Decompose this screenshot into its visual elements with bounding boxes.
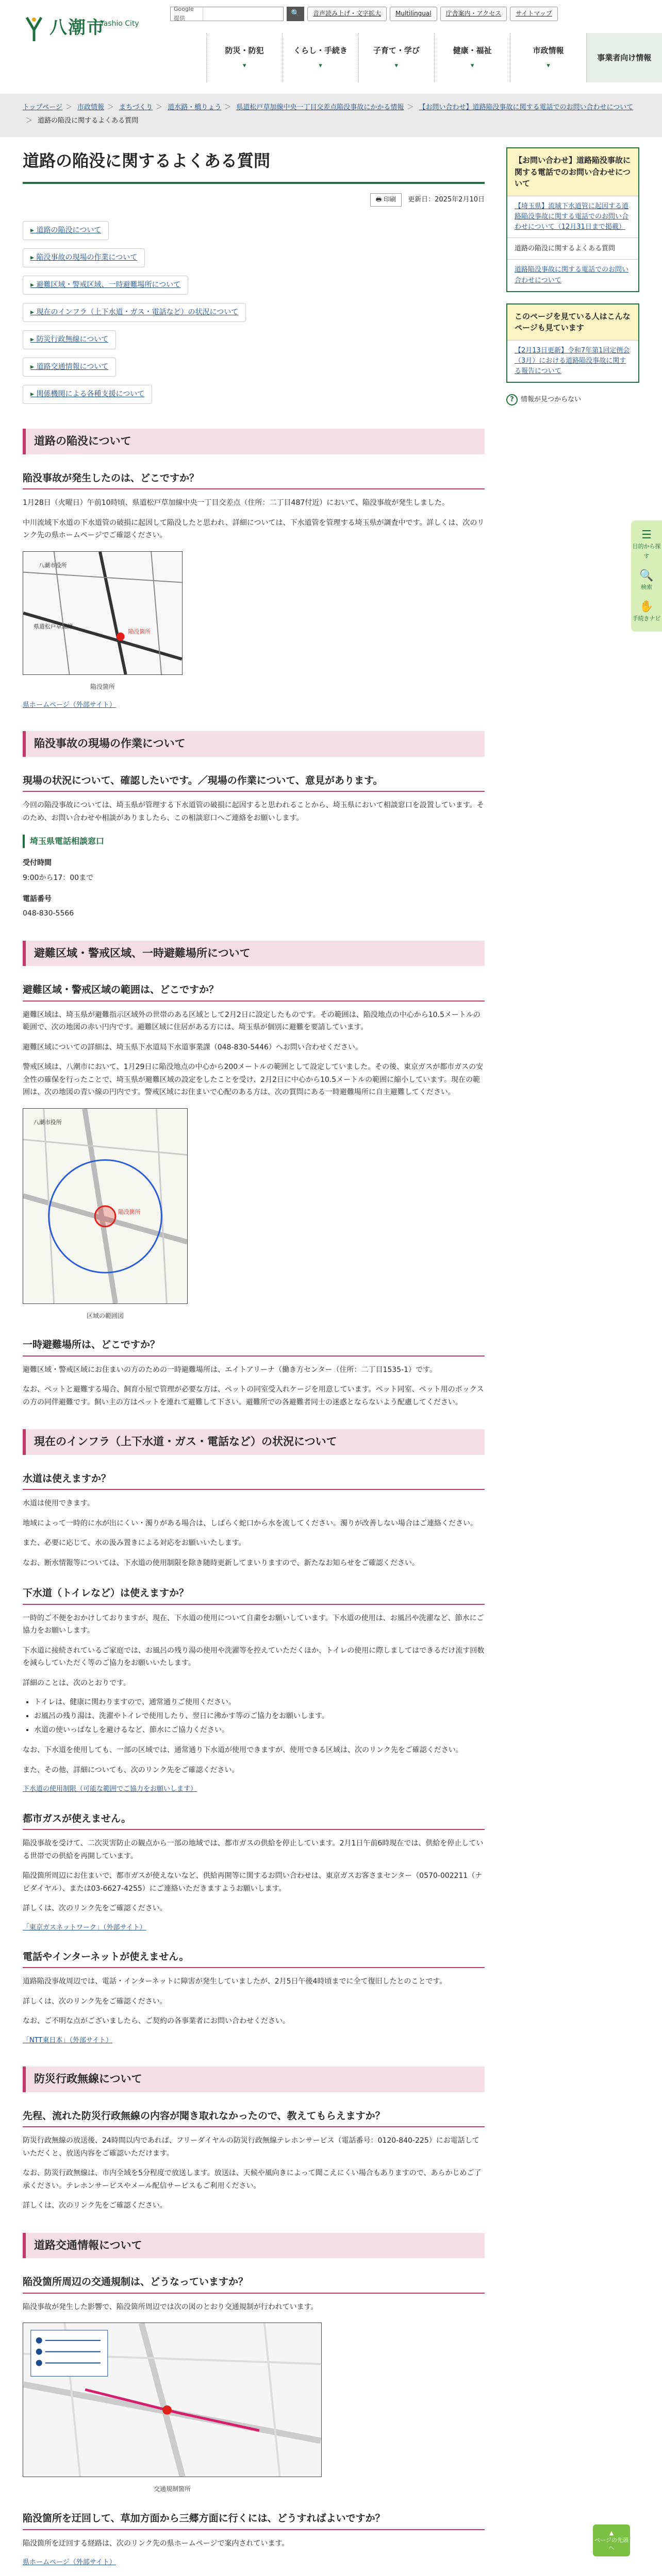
search-brand: Google 提供	[174, 5, 194, 22]
paragraph: 陥没事故を受けて、二次災害防止の観点から一部の地域では、都市ガスの供給を停止しています。2月1日午前6時現在では、供給を停止している世帯での供給を再開しています。	[23, 1839, 484, 1860]
side-link[interactable]: 【埼玉県】流域下水道管に起因する道路陥没事故に関する電話でのお問い合わせについて（12月31日まで掲載）	[507, 196, 638, 238]
chevron-down-icon: ▾	[242, 61, 246, 70]
paragraph: なお、防災行政無線は、市内全域を5分程度で放送します。放送は、天候や風向きによって聞こえにくい場合もありますので、あらかじめご了承ください。テレホンサービスやメール配信サービスもご利用ください。	[23, 2169, 482, 2190]
paragraph: 避難区域は、埼玉県が避難指示区域外の世帯のある区域として2月2日に設定したものです。その範囲は、陥没地点の中心から10.5メートルの範囲で、次の地図の赤い円内です。避難区域に住居がある方には、埼玉県が個別に避難を要請しています。	[23, 1010, 481, 1032]
page-title: 道路の陥没に関するよくある質問	[23, 147, 485, 184]
search-tool[interactable]	[631, 565, 662, 597]
breadcrumb-separator: ＞	[407, 104, 414, 111]
toc-link[interactable]: ▸ 避難区域・警戒区域、一時避難場所について	[23, 276, 188, 295]
page-top-label: ページの先頭へ	[594, 2537, 628, 2551]
paragraph: なお、断水情報等については、下水道の使用制限を除き随時更新してまいりますので、新たなお知らせをご確認ください。	[23, 1558, 420, 1567]
print-button[interactable]	[370, 193, 402, 207]
section-heading: 防災行政無線について	[23, 2066, 485, 2092]
question-heading: 電話やインターネットが使えません。	[23, 1946, 485, 1969]
main-content	[23, 147, 485, 2576]
subheading: 埼玉県電話相談窓口	[23, 835, 485, 848]
map-image	[23, 2323, 322, 2477]
collapse-point-marker	[162, 2405, 172, 2415]
breadcrumb-bar	[0, 94, 662, 137]
gnav-label: 子育て・学び	[373, 45, 420, 55]
also-viewed-box	[506, 303, 639, 383]
paragraph: 詳しくは、次のリンク先をご確認ください。	[23, 2201, 167, 2210]
paragraph: 地域によって一時的に水が出にくい・濁りがある場合は、しばらく蛇口から水を流してください。濁りが改善しない場合はご連絡ください。	[23, 1519, 477, 1528]
gnav-childcare[interactable]	[358, 33, 434, 82]
page-top-button[interactable]	[593, 2524, 630, 2556]
purpose-search-tool[interactable]	[631, 524, 662, 565]
utility-bar	[170, 6, 558, 22]
section-heading: 道路の陥没について	[23, 429, 485, 454]
breadcrumb-link[interactable]: 市政情報	[77, 104, 105, 111]
figure-caption: 陥没箇所	[90, 683, 115, 690]
internal-link[interactable]: 下水道の使用制限（可能な範囲でご協力をお願いします）	[23, 1785, 197, 1793]
paragraph: 避難区域についての詳細は、埼玉県下水道局下水道事業課（048-830-5446）へお問い合わせください。	[23, 1043, 362, 1052]
global-nav	[206, 33, 662, 82]
printer-icon: 🖶	[375, 195, 384, 203]
gnav-living[interactable]	[282, 33, 358, 82]
gnav-label: くらし・手続き	[293, 45, 347, 55]
hours-value: 9:00から17：00まで	[23, 873, 94, 882]
info-not-found-link[interactable]	[506, 394, 639, 405]
question-heading: 陥没箇所を迂回して、草加方面から三郷方面に行くには、どうすればよいですか？	[23, 2508, 485, 2530]
hours-label: 受付時間	[23, 859, 52, 868]
breadcrumb-separator: ＞	[107, 104, 114, 111]
menu-icon: ☰	[641, 529, 652, 541]
toc-link[interactable]: ▸ 現在のインフラ（上下水道・ガス・電話など）の状況について	[23, 303, 246, 322]
figure-caption: 交通規制箇所	[153, 2485, 191, 2493]
logo-title: 八潮市	[49, 18, 105, 38]
paragraph: 詳しくは、次のリンク先をご確認ください。	[23, 1904, 167, 1913]
evacuation-zone-circle	[95, 1206, 115, 1227]
logo-roman: Yashio City	[100, 20, 139, 28]
bullet-list	[23, 1696, 485, 1737]
external-link[interactable]: 県ホームページ（外部サイト）	[23, 701, 116, 709]
gnav-label: 事業者向け情報	[597, 53, 652, 62]
procedure-navi-tool[interactable]	[631, 596, 662, 628]
paragraph: 今回の陥没事故については、埼玉県が管理する下水道管の破損に起因すると思われることから、埼玉県において相談窓口を設置しています。そのため、お問い合わせや相談がありましたら、この相談窓口へご連絡をお願いします。	[23, 801, 484, 822]
paragraph: 1月28日（火曜日）午前10時頃、県道松戸草加線中央一丁目交差点（住所：二丁目487付近）において、陥没事故が発生しました。	[23, 499, 449, 507]
evacuation-area-map	[23, 1108, 485, 1321]
question-heading: 陥没箇所周辺の交通規制は、どうなっていますか？	[23, 2272, 485, 2294]
tool-label: 手続きナビ	[632, 615, 661, 622]
question-heading: 一時避難場所は、どこですか？	[23, 1334, 485, 1357]
paragraph: また、必要に応じて、水の汲み置きによる対応をお願いいたします。	[23, 1539, 246, 1548]
tool-label: 検索	[641, 584, 652, 591]
question-heading: 都市ガスが使えません。	[23, 1808, 485, 1831]
paragraph: 一時的ご不便をおかけしておりますが、現在、下水道の使用について自粛をお願いしています。下水道の使用は、お風呂や洗濯など、節水にご協力をお願いします。	[23, 1614, 484, 1635]
breadcrumb-separator: ＞	[224, 104, 231, 111]
question-heading: 水道は使えますか？	[23, 1468, 485, 1490]
list-item: • トイレは、健康に関わりますので、通常通りご使用ください。	[34, 1696, 485, 1709]
util-link-multilingual[interactable]: Multilingual	[390, 7, 437, 21]
map-image	[23, 551, 183, 675]
question-heading: 陥没事故が発生したのは、どこですか？	[23, 468, 485, 490]
util-link-access[interactable]: 庁舎案内・アクセス	[440, 7, 507, 21]
section-heading: 陥没事故の現場の作業について	[23, 731, 485, 756]
chevron-down-icon: ▾	[319, 61, 322, 70]
toc-link[interactable]: ▸ 防災行政無線について	[23, 330, 116, 349]
page-meta	[23, 193, 485, 207]
breadcrumb-link[interactable]: トップページ	[23, 104, 62, 111]
side-current-item: 道路の陥没に関するよくある質問	[507, 238, 638, 259]
breadcrumb-link[interactable]: 【お問い合わせ】道路陥没事故に関する電話でのお問い合わせについて	[419, 104, 634, 111]
map-legend-box	[31, 2330, 108, 2376]
section-heading: 避難区域・警戒区域、一時避難場所について	[23, 941, 485, 966]
tel-label: 電話番号	[23, 895, 52, 904]
map-label: 八潮市役所	[33, 1118, 62, 1126]
external-link[interactable]: 「東京ガスネットワーク」（外部サイト）	[23, 1923, 146, 1931]
breadcrumb-current: 道路の陥没に関するよくある質問	[38, 117, 139, 125]
chevron-down-icon: ▾	[394, 61, 399, 70]
site-logo[interactable]	[23, 10, 146, 58]
paragraph: 防災行政無線の放送後、24時間以内であれば、フリーダイヤルの防災行政無線テレホンサービス（電話番号：0120-840-225）にお電話していただくと、放送内容をご確認いただけます。	[23, 2137, 479, 2158]
site-header	[0, 0, 662, 94]
question-heading: 現場の状況について、確認したいです。／現場の作業について、意見があります。	[23, 770, 485, 792]
question-heading: 先程、流れた防災行政無線の内容が聞き取れなかったので、教えてもらえますか？	[23, 2106, 485, 2128]
gnav-label: 防災・防犯	[225, 45, 264, 55]
list-item: • お風呂の残り湯は、洗濯やトイレで使用したり、翌日に沸かす等のご協力をお願いします。	[34, 1709, 485, 1723]
print-label: 印刷	[384, 195, 396, 203]
paragraph: なお、下水道を使用しても、一部の区域では、通常通り下水道が使用できますが、使用できる区域は、次のリンク先をご確認ください。	[23, 1746, 463, 1755]
side-link[interactable]: 【2月13日更新】令和7年第1回定例会（3月）における道路陥没事故に関する報告について	[507, 340, 638, 382]
sidebar	[506, 147, 639, 405]
table-of-contents	[23, 217, 485, 409]
paragraph: 水道は使用できます。	[23, 1499, 94, 1508]
traffic-regulation-map	[23, 2323, 485, 2495]
floating-toolbar	[631, 520, 662, 632]
map-label: 八潮市役所	[39, 562, 67, 569]
arrow-up-icon: ▲	[609, 2530, 614, 2536]
breadcrumb-separator: ＞	[156, 104, 163, 111]
search-input[interactable]	[203, 7, 283, 21]
toc-link[interactable]: ▸ 道路交通情報について	[23, 358, 116, 377]
gnav-disaster[interactable]	[206, 33, 282, 82]
gnav-city-info[interactable]	[510, 33, 586, 82]
hand-icon: ✋	[639, 600, 654, 614]
paragraph: 陥没事故が発生した影響で、陥没箇所周辺では次の図のとおり交通規制が行われています。	[23, 2302, 318, 2311]
paragraph: 道路陥没事故周辺では、電話・インターネットに障害が発生していましたが、2月5日午後4時頃までに全て復旧したとのことです。	[23, 1977, 447, 1986]
tool-label: 目的から探す	[632, 543, 661, 560]
side-link[interactable]: 道路陥没事故に関する電話でのお問い合わせについて	[507, 259, 638, 291]
paragraph: 下水道に接続されているご家庭では、お風呂の残り湯の使用や洗濯等を控えていただくほか、トイレの使用に際しましてはできるだけ流す回数を減らしていただく等のご協力をお願いいたします。	[23, 1646, 485, 1668]
map-label: 陥没箇所	[118, 1208, 141, 1215]
breadcrumb-link[interactable]: 県道松戸草加線中央一丁目交差点陥没事故にかかる情報	[236, 104, 404, 111]
gnav-label: 市政情報	[533, 45, 564, 55]
section-heading: 現在のインフラ（上下水道・ガス・電話など）の状況について	[23, 1429, 485, 1454]
paragraph: 詳細のことは、次のとおりです。	[23, 1679, 130, 1687]
updated-date: 更新日：2025年2月10日	[408, 196, 485, 204]
paragraph: 中川流域下水道の下水道管の破損に起因して陥没したと思われ、詳細については、下水道管を管理する埼玉県が調査中です。詳しくは、次のリンク先の県ホームページでご確認ください。	[23, 518, 485, 540]
paragraph: 避難区域・警戒区域にお住まいの方のための一時避難場所は、エイトアリーナ（働き方センター（住所：二丁目1535-1）です。	[23, 1365, 437, 1374]
search-icon: 🔍	[639, 569, 654, 582]
paragraph: 陥没箇所を迂回する経路は、次のリンク先の県ホームページで案内されています。	[23, 2539, 289, 2548]
paragraph: 陥没箇所周辺にお住まいで、都市ガスが使えないなど、供給再開等に関するお問い合わせは、東京ガスお客さまセンター（0570-002211（ナビダイヤル）、または03-6627-4255）にご連絡いただきますようお願いします。	[23, 1872, 483, 1893]
chevron-down-icon: ▾	[547, 61, 550, 70]
list-item: • 水道の使いっぱなしを避けるなど、節水にご協力ください。	[34, 1723, 485, 1737]
collapse-location-map	[23, 551, 485, 692]
map-label: 県道松戸草加線	[34, 623, 73, 630]
gnav-health[interactable]	[434, 33, 510, 82]
breadcrumb-separator: ＞	[26, 117, 33, 125]
collapse-point-marker	[117, 633, 125, 641]
paragraph: また、その他、詳細についても、次のリンク先をご確認ください。	[23, 1766, 239, 1774]
question-heading: 避難区域・警戒区域の範囲は、どこですか？	[23, 979, 485, 1002]
util-link-sitemap[interactable]: サイトマップ	[510, 7, 558, 21]
paragraph: なお、ご不明な点がございましたら、ご契約の各事業者にお問い合わせください。	[23, 2017, 290, 2026]
paragraph: なお、ペットと避難する場合、飼育小屋で管理が必要な方は、ペットの同室受入れケージを用意しています。ペット同室、ペット用のボックスの方の同伴避難です。飼い主の方はペットを連れて避難して下さい。避難所での各避難者同士の迷惑とならないよう配慮してください。	[23, 1385, 484, 1406]
breadcrumb-link[interactable]: まちづくり	[119, 104, 153, 111]
site-search	[170, 7, 284, 21]
breadcrumb-link[interactable]: 道水路・橋りょう	[168, 104, 222, 111]
section-heading: 道路交通情報について	[23, 2233, 485, 2258]
toc-link[interactable]: ▸ 陥没事故の現場の作業について	[23, 248, 145, 267]
side-box-heading: このページを見ている人はこんなページも見ています	[507, 304, 638, 340]
paragraph: 詳しくは、次のリンク先をご確認ください。	[23, 1997, 167, 2006]
related-inquiry-box	[506, 147, 639, 292]
map-image	[23, 1108, 188, 1304]
city-emblem-icon	[23, 14, 45, 43]
external-link[interactable]: 「NTT東日本」（外部サイト）	[23, 2036, 112, 2044]
figure-caption: 区域の範囲図	[86, 1312, 124, 1319]
paragraph: 警戒区域は、八潮市において、1月29日に陥没地点の中心から200メートルの範囲として設定していました。その後、東京ガスが都市ガスの安全性の確保を行ったことで、埼玉県が避難区域の設定をしたことを受け、2月2日に中心から10.5メートルの範囲に縮小しています。現在の範囲は、次の地図の青い線の円内です。警戒区域にお住まいで心配のある方は、次の質問にある一時避難場所に自主避難してください。	[23, 1063, 484, 1097]
map-label: 陥没箇所	[128, 628, 151, 635]
breadcrumb	[23, 101, 636, 128]
tel-value: 048-830-5566	[23, 909, 74, 918]
toc-link[interactable]: ▸ 道路の陥没について	[23, 221, 109, 240]
breadcrumb-separator: ＞	[65, 104, 72, 111]
gnav-label: 健康・福祉	[453, 45, 492, 55]
gnav-business[interactable]	[586, 33, 662, 82]
info-not-found-label: 情報が見つからない	[521, 396, 582, 404]
search-button[interactable]: 🔍	[287, 7, 304, 21]
external-link[interactable]: 県ホームページ（外部サイト）	[23, 2558, 116, 2567]
chevron-down-icon: ▾	[470, 61, 474, 70]
toc-link[interactable]: ▸ 関係機関による各種支援について	[23, 385, 152, 404]
question-icon: ?	[506, 394, 518, 405]
question-heading: 下水道（トイレなど）は使えますか？	[23, 1583, 485, 1605]
side-box-heading: 【お問い合わせ】道路陥没事故に関する電話でのお問い合わせについて	[507, 148, 638, 196]
util-link-accessibility[interactable]: 音声読み上げ・文字拡大	[307, 7, 387, 21]
